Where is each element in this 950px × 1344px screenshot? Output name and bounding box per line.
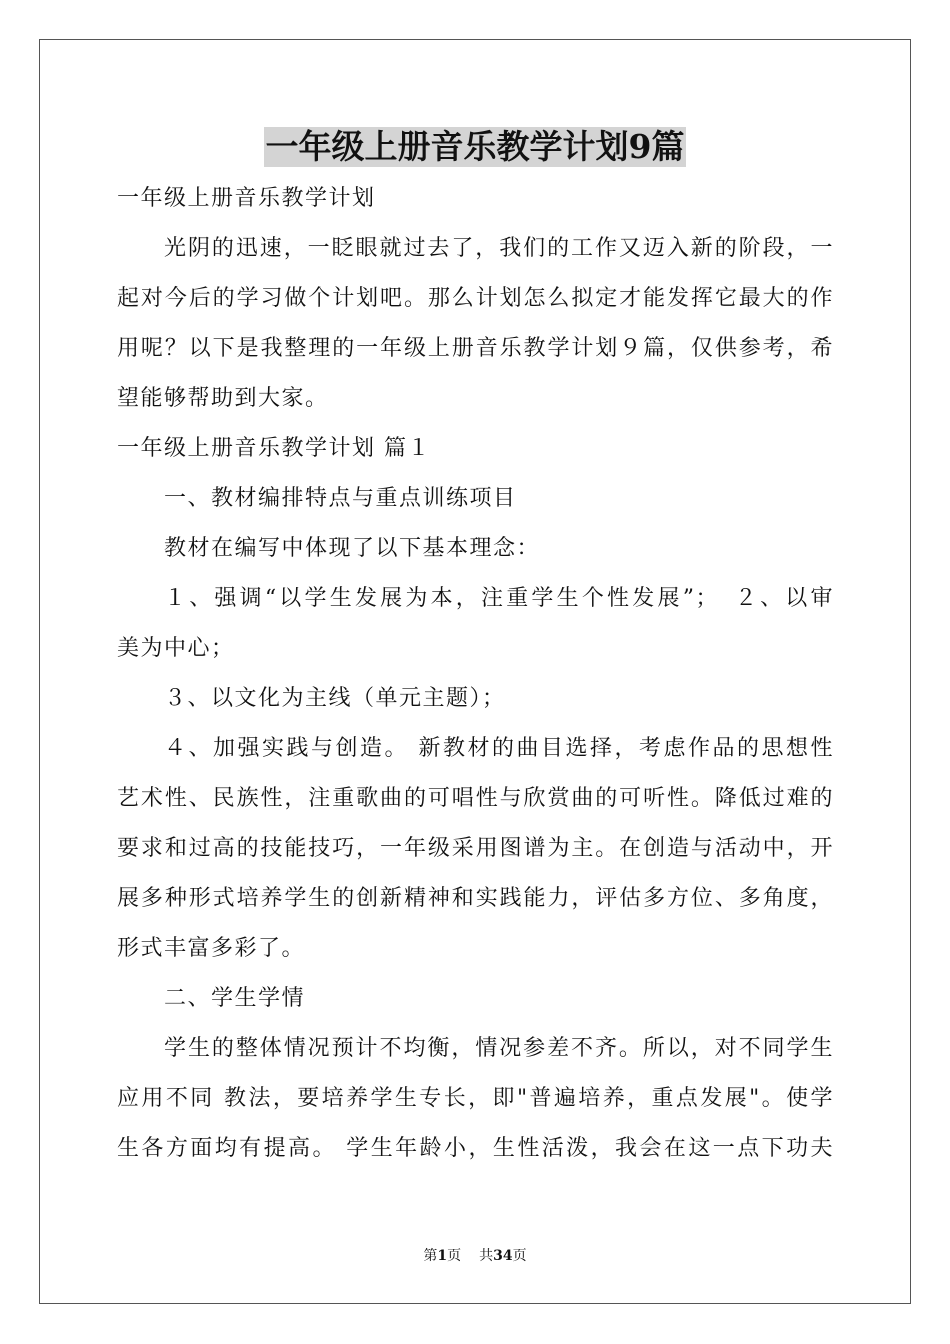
paragraph-line: 生各方面均有提高。 学生年龄小，生性活泼，我会在这一点下功夫 bbox=[117, 1136, 834, 1161]
paragraph-line: １、强调“以学生发展为本，注重学生个性发展”； ２、以审 bbox=[164, 586, 834, 611]
total-suffix: 页 bbox=[512, 1248, 527, 1264]
page-suffix: 页 bbox=[447, 1248, 462, 1264]
paragraph-line: 美为中心； bbox=[117, 636, 235, 661]
paragraph-line: ３、以文化为主线（单元主题）； bbox=[164, 686, 506, 711]
total-prefix: 共 bbox=[479, 1248, 494, 1264]
title-wrap bbox=[0, 127, 950, 167]
section-heading: 一年级上册音乐教学计划 篇１ bbox=[117, 436, 431, 461]
paragraph-line: 教材在编写中体现了以下基本理念： bbox=[164, 536, 541, 561]
paragraph-line: 要求和过高的技能技巧，一年级采用图谱为主。在创造与活动中，开 bbox=[117, 836, 834, 861]
page-current: 1 bbox=[437, 1248, 448, 1264]
paragraph-line: 艺术性、民族性，注重歌曲的可唱性与欣赏曲的可听性。降低过难的 bbox=[117, 786, 834, 811]
paragraph-line: 望能够帮助到大家。 bbox=[117, 386, 329, 411]
paragraph-line: 学生的整体情况预计不均衡，情况参差不齐。所以，对不同学生 bbox=[164, 1036, 834, 1061]
paragraph-line: ４、加强实践与创造。 新教材的曲目选择，考虑作品的思想性 bbox=[164, 736, 834, 761]
document-title: 一年级上册音乐教学计划9篇 bbox=[265, 127, 685, 166]
document-body bbox=[117, 174, 834, 1174]
paragraph-line: 应用不同 教法，要培养学生专长，即"普遍培养，重点发展"。使学 bbox=[117, 1086, 834, 1111]
paragraph-line: 用呢？以下是我整理的一年级上册音乐教学计划９篇，仅供参考，希 bbox=[117, 336, 834, 361]
paragraph-line: 光阴的迅速，一眨眼就过去了，我们的工作又迈入新的阶段，一 bbox=[164, 236, 834, 261]
page-prefix: 第 bbox=[423, 1248, 438, 1264]
paragraph-line: 展多种形式培养学生的创新精神和实践能力，评估多方位、多角度， bbox=[117, 886, 834, 911]
subheading: 一、教材编排特点与重点训练项目 bbox=[164, 486, 517, 511]
paragraph-line: 形式丰富多彩了。 bbox=[117, 936, 306, 961]
page-footer bbox=[0, 1246, 950, 1266]
section-heading: 一年级上册音乐教学计划 bbox=[117, 186, 376, 211]
paragraph-line: 起对今后的学习做个计划吧。那么计划怎么拟定才能发挥它最大的作 bbox=[117, 286, 834, 311]
subheading: 二、学生学情 bbox=[164, 986, 306, 1011]
page-total: 34 bbox=[493, 1248, 513, 1264]
